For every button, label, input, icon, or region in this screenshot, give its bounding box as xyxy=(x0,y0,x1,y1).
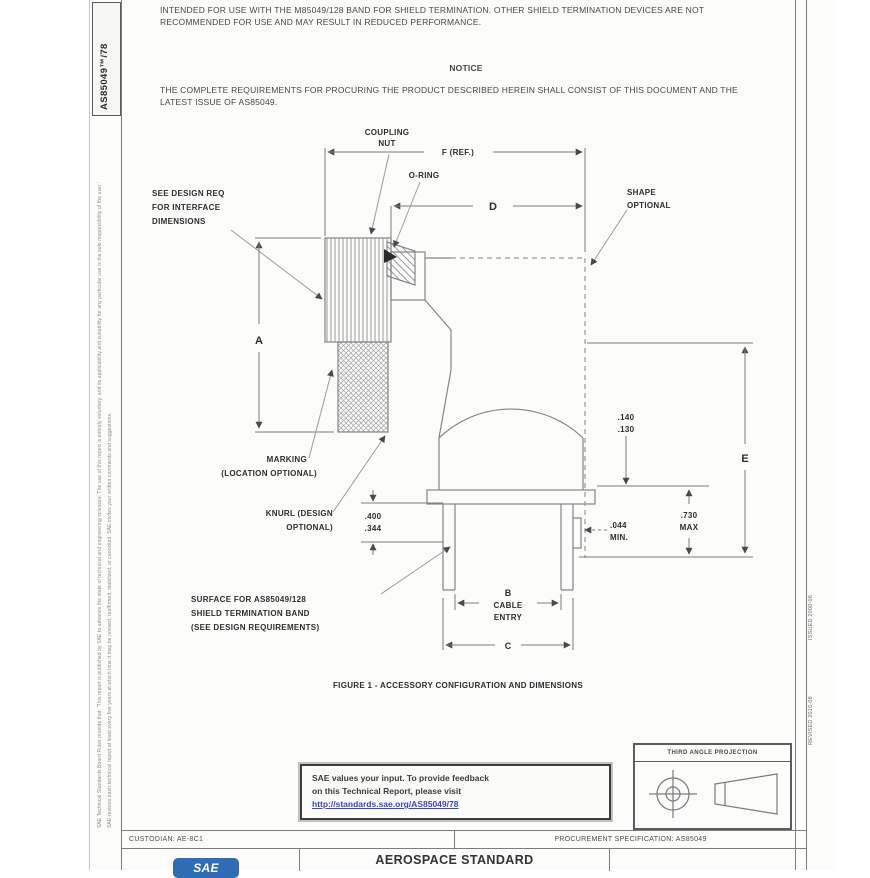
dim-344: .344 xyxy=(364,524,382,533)
left-margin-disclaimer-1: SAE Technical Standards Board Rules provide that: 'This report is published by SAE to advance the state of technical and engineering sciences. The use of this report is entirely voluntary, and its applicability and suitability for any particular use is the sole responsibility of the user.' xyxy=(97,182,103,828)
label-o-ring: O-RING xyxy=(408,171,440,180)
sae-logo: SAE xyxy=(173,858,239,878)
notice-paragraph: THE COMPLETE REQUIREMENTS FOR PROCURING THE PRODUCT DESCRIBED HEREIN SHALL CONSIST OF THIS DOCUMENT AND THE LATEST ISSUE OF AS85049. xyxy=(160,85,738,107)
doc-type-cell: AEROSPACE STANDARD xyxy=(300,849,610,871)
label-marking-line1: MARKING xyxy=(266,455,307,464)
procurement-cell: PROCUREMENT SPECIFICATION: AS85049 xyxy=(554,835,707,843)
figure-1-drawing xyxy=(121,118,795,703)
right-margin-revised: REVISED 2016-08 xyxy=(808,696,814,745)
label-surface-line3: (SEE DESIGN REQUIREMENTS) xyxy=(191,623,320,632)
band-flange xyxy=(427,490,595,504)
label-design-req-line3: DIMENSIONS xyxy=(152,217,206,226)
label-surface-line1: SURFACE FOR AS85049/128 xyxy=(191,595,307,604)
third-angle-projection-box xyxy=(633,743,792,830)
dim-entry: ENTRY xyxy=(493,613,523,622)
dim-730-max: MAX xyxy=(679,523,699,532)
page-scan-edge xyxy=(89,0,90,870)
dim-130: .130 xyxy=(617,425,635,434)
label-coupling-nut-line2: NUT xyxy=(378,139,396,148)
label-knurl-line1: KNURL (DESIGN xyxy=(265,509,333,518)
feedback-line2: on this Technical Report, please visit xyxy=(312,786,462,796)
dim-044-min: MIN. xyxy=(610,533,629,542)
label-shape-optional-line1: SHAPE xyxy=(627,188,657,197)
neck-profile xyxy=(425,300,451,438)
dim-730: .730 xyxy=(680,511,698,520)
label-surface-line2: SHIELD TERMINATION BAND xyxy=(191,609,310,618)
backshell-body xyxy=(325,238,595,590)
dimension-lines xyxy=(255,148,753,650)
doc-number-cell xyxy=(610,849,806,871)
intro-paragraph: INTENDED FOR USE WITH THE M85049/128 BAND FOR SHIELD TERMINATION. OTHER SHIELD TERMINATION DEVICES ARE NOT RECOMMENDED FOR USE AND MAY RESULT IN REDUCED PERFORMANCE. xyxy=(160,5,705,27)
feedback-line1: SAE values your input. To provide feedback xyxy=(312,773,489,783)
dim-c: C xyxy=(504,641,512,651)
figure-caption: FIGURE 1 - ACCESSORY CONFIGURATION AND DIMENSIONS xyxy=(333,681,583,690)
frame-right-border-inner xyxy=(795,0,796,870)
dim-cable: CABLE xyxy=(493,601,523,610)
right-margin-issued: ISSUED 2000-06 xyxy=(808,595,814,640)
feedback-link[interactable]: http://standards.sae.org/AS85049/78 xyxy=(312,799,459,809)
logo-cell xyxy=(121,849,300,875)
dim-b: B xyxy=(504,588,512,598)
optional-shape-outline xyxy=(451,258,585,558)
label-coupling-nut-line1: COUPLING xyxy=(364,128,410,137)
footer-row-title xyxy=(121,848,806,875)
cable-barrel xyxy=(443,504,573,590)
label-design-req-line2: FOR INTERFACE xyxy=(152,203,221,212)
dim-d: D xyxy=(489,201,497,213)
dim-e: E xyxy=(741,453,749,465)
third-angle-projection-title: THIRD ANGLE PROJECTION xyxy=(635,745,790,762)
dim-044: .044 xyxy=(610,521,627,530)
frame-right-border-outer xyxy=(806,0,807,870)
feedback-box xyxy=(300,764,611,820)
footer-row-custodian xyxy=(121,830,806,848)
body-walls xyxy=(439,438,583,490)
notice-heading: NOTICE xyxy=(449,63,483,73)
left-margin-disclaimer-2: SAE reviews each technical report at least every five years at which time it may be revised, reaffirmed, stabilized, or cancelled. SAE invites your written comments and suggestions. xyxy=(107,412,113,828)
dim-400: .400 xyxy=(364,512,382,521)
custodian-cell: CUSTODIAN: AE-8C1 xyxy=(121,830,455,848)
label-shape-optional-line2: OPTIONAL xyxy=(627,201,671,210)
label-marking-line2: (LOCATION OPTIONAL) xyxy=(221,469,317,478)
dim-140: .140 xyxy=(617,413,635,422)
band-step xyxy=(573,518,581,548)
third-angle-projection-symbol xyxy=(635,762,790,826)
coupling-nut-section xyxy=(325,238,391,342)
label-knurl-line2: OPTIONAL) xyxy=(286,523,333,532)
dim-f-ref: F (REF.) xyxy=(441,148,475,157)
spec-number-vertical: AS85049™/78 xyxy=(99,43,110,110)
label-design-req-line1: SEE DESIGN REQ xyxy=(152,189,225,198)
shoulder-dome xyxy=(439,409,583,438)
knurl-section xyxy=(338,342,388,432)
dim-a: A xyxy=(255,335,263,347)
